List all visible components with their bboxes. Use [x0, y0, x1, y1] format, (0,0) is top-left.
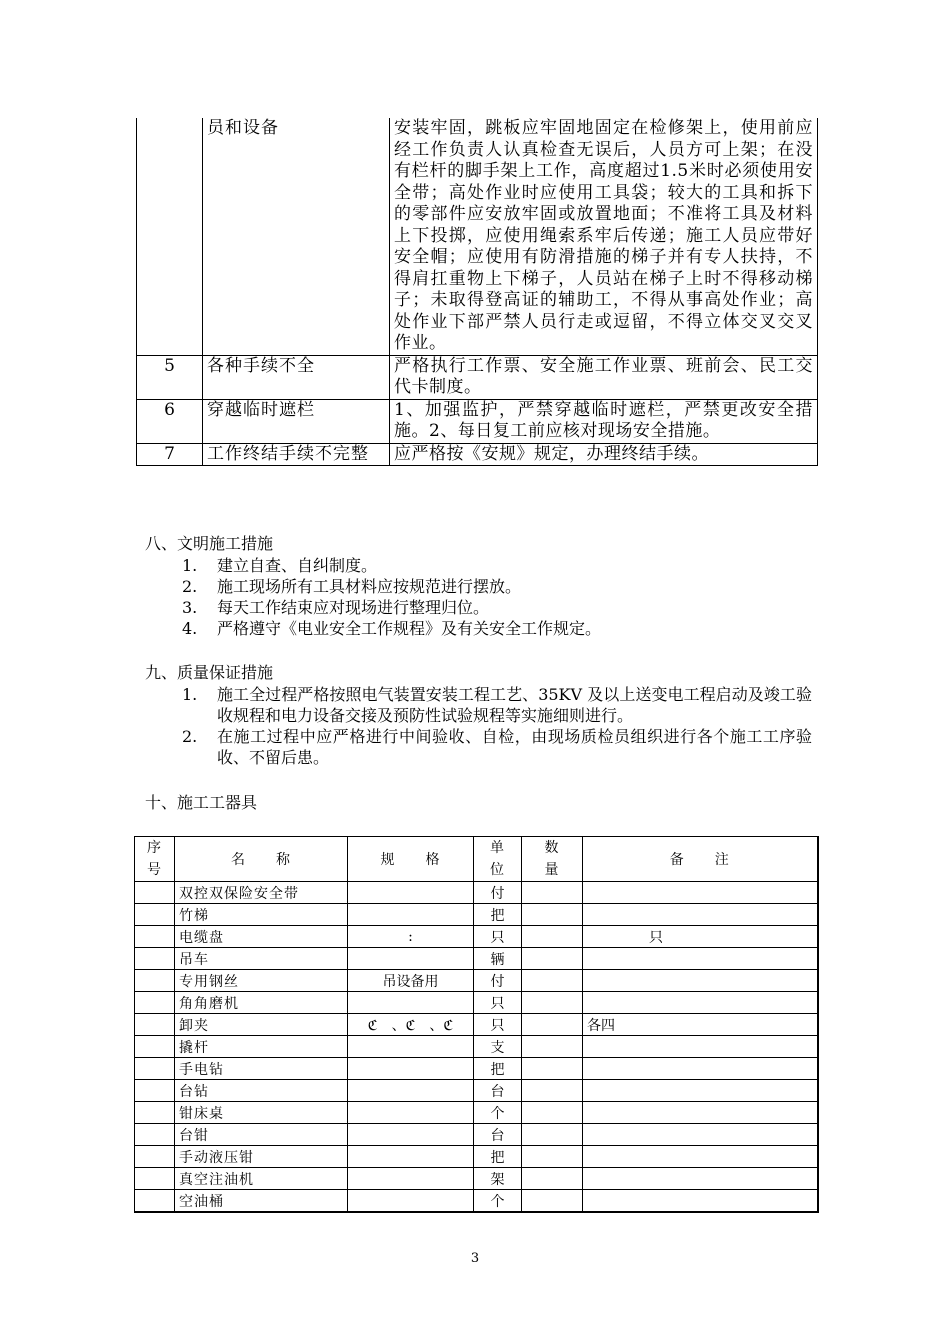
tool-remark: [583, 882, 818, 904]
tool-qty: [522, 904, 583, 926]
tool-name: 电缆盘: [175, 926, 348, 948]
tool-spec: ℭ 、ℭ 、ℭ: [348, 1014, 474, 1036]
tool-remark: [583, 948, 818, 970]
tool-name: 卸夹: [175, 1014, 348, 1036]
tool-remark: 只: [583, 926, 818, 948]
tool-no: [135, 1080, 175, 1102]
header-spec: 规 格: [348, 837, 474, 882]
list-item: [182, 618, 812, 639]
row-number: [137, 118, 203, 355]
list-item: [182, 555, 812, 576]
tool-no: [135, 1146, 175, 1168]
table-row: [135, 882, 818, 904]
tool-no: [135, 1168, 175, 1190]
safety-measures-table: [136, 118, 818, 466]
table-row: [135, 970, 818, 992]
tool-remark: [583, 1102, 818, 1124]
tool-unit: 架: [474, 1168, 522, 1190]
tool-spec: [348, 1168, 474, 1190]
safety-measure: 安装牢固，跳板应牢固地固定在检修架上，使用前应经工作负责人认真检查无误后，人员方可上架；在没有栏杆的脚手架上工作，高度超过1.5米时必须使用安全带；高处作业时应使用工具袋；较大的工具和拆下的零部件应安放牢固或放置地面；不准将工具及材料上下投掷，应使用绳索系牢后传递；施工人员应带好安全帽；应使用有防滑措施的梯子并有专人扶持，不得肩扛重物上下梯子，人员站在梯子上时不得移动梯子；未取得登高证的辅助工，不得从事高处作业；高处作业下部严禁人员行走或逗留，不得立体交叉交叉作业。: [390, 118, 818, 355]
tool-name: 台钻: [175, 1080, 348, 1102]
tool-remark: [583, 1168, 818, 1190]
tool-remark: [583, 970, 818, 992]
table-row: [135, 1102, 818, 1124]
tool-remark: [583, 1080, 818, 1102]
section-9-list: [182, 684, 812, 768]
section-9-title: 九、质量保证措施: [145, 663, 274, 682]
table-row: [137, 355, 818, 399]
tool-qty: [522, 882, 583, 904]
tool-name: 台钳: [175, 1124, 348, 1146]
table-row: [135, 1058, 818, 1080]
header-no: 序 号: [135, 837, 175, 882]
tool-qty: [522, 1036, 583, 1058]
hazard-item: 工作终结手续不完整: [203, 443, 390, 466]
tool-no: [135, 1014, 175, 1036]
tool-no: [135, 948, 175, 970]
tool-no: [135, 1036, 175, 1058]
row-number: 7: [137, 443, 203, 466]
tool-remark: [583, 1124, 818, 1146]
list-item-number: 3.: [182, 598, 198, 617]
tool-remark: [583, 992, 818, 1014]
tool-spec: [348, 1058, 474, 1080]
tool-name: 专用钢丝: [175, 970, 348, 992]
table-row: [137, 399, 818, 443]
safety-measure: 1、加强监护，严禁穿越临时遮栏，严禁更改安全措施。2、每日复工前应核对现场安全措施。: [390, 399, 818, 443]
tool-qty: [522, 948, 583, 970]
tool-remark: [583, 1146, 818, 1168]
tool-spec: [348, 1190, 474, 1213]
tool-no: [135, 1058, 175, 1080]
hazard-item: 员和设备: [203, 118, 390, 355]
tool-name: 手动液压钳: [175, 1146, 348, 1168]
tool-remark: [583, 904, 818, 926]
tool-qty: [522, 1014, 583, 1036]
header-name: 名 称: [175, 837, 348, 882]
table-row: [135, 1124, 818, 1146]
tool-remark: 各四: [583, 1014, 818, 1036]
tool-name: 双控双保险安全带: [175, 882, 348, 904]
tool-qty: [522, 1190, 583, 1213]
tool-qty: [522, 1102, 583, 1124]
tool-name: 撬杆: [175, 1036, 348, 1058]
list-item-number: 4.: [182, 619, 198, 638]
tool-unit: 把: [474, 1058, 522, 1080]
tool-spec: [348, 904, 474, 926]
tool-no: [135, 970, 175, 992]
tool-no: [135, 992, 175, 1014]
tool-unit: 付: [474, 882, 522, 904]
list-item-text: 建立自查、自纠制度。: [217, 556, 378, 575]
tool-qty: [522, 926, 583, 948]
tool-spec: [348, 1146, 474, 1168]
list-item-text: 在施工过程中应严格进行中间验收、自检，由现场质检员组织进行各个施工工序验收、不留后患。: [217, 727, 812, 767]
tool-unit: 辆: [474, 948, 522, 970]
tool-remark: [583, 1036, 818, 1058]
tool-name: 角角磨机: [175, 992, 348, 1014]
tool-no: [135, 1124, 175, 1146]
tool-spec: [348, 992, 474, 1014]
list-item-text: 施工现场所有工具材料应按规范进行摆放。: [217, 577, 522, 596]
tool-no: [135, 882, 175, 904]
list-item-number: 1.: [182, 556, 198, 575]
tool-remark: [583, 1190, 818, 1213]
table-row: [135, 1036, 818, 1058]
table-row: [135, 1146, 818, 1168]
tool-unit: 台: [474, 1124, 522, 1146]
list-item: [182, 726, 812, 768]
table-row: [137, 118, 818, 355]
table-row: [135, 992, 818, 1014]
tool-no: [135, 1190, 175, 1213]
tool-spec: [348, 1036, 474, 1058]
tool-no: [135, 1102, 175, 1124]
list-item: [182, 576, 812, 597]
safety-measure: 严格执行工作票、安全施工作业票、班前会、民工交代卡制度。: [390, 355, 818, 399]
table-row: [135, 1168, 818, 1190]
tool-qty: [522, 1146, 583, 1168]
safety-measure: 应严格按《安规》规定，办理终结手续。: [390, 443, 818, 466]
tool-spec: [348, 948, 474, 970]
list-item-number: 2.: [182, 727, 198, 746]
tool-spec: 吊设备用: [348, 970, 474, 992]
list-item-number: 1.: [182, 685, 198, 704]
tool-name: 钳床桌: [175, 1102, 348, 1124]
tool-spec: [348, 1080, 474, 1102]
tool-qty: [522, 1168, 583, 1190]
tool-name: 吊车: [175, 948, 348, 970]
list-item-number: 2.: [182, 577, 198, 596]
tool-unit: 个: [474, 1190, 522, 1213]
tool-unit: 只: [474, 926, 522, 948]
tool-no: [135, 904, 175, 926]
table-row: [137, 443, 818, 466]
list-item: [182, 684, 812, 726]
tool-spec: [348, 882, 474, 904]
list-item-text: 施工全过程严格按照电气装置安装工程工艺、35KV 及以上送变电工程启动及竣工验收规程和电力设备交接及预防性试验规程等实施细则进行。: [217, 685, 812, 725]
tool-spec: [348, 1102, 474, 1124]
tool-name: 真空注油机: [175, 1168, 348, 1190]
tool-unit: 把: [474, 904, 522, 926]
tool-qty: [522, 970, 583, 992]
tool-unit: 只: [474, 1014, 522, 1036]
section-10-title: 十、施工工器具: [145, 793, 258, 812]
list-item: [182, 597, 812, 618]
hazard-item: 各种手续不全: [203, 355, 390, 399]
tool-qty: [522, 992, 583, 1014]
tools-table: [134, 836, 819, 1213]
list-item-text: 每天工作结束应对现场进行整理归位。: [217, 598, 490, 617]
tool-unit: 台: [474, 1080, 522, 1102]
tool-name: 手电钻: [175, 1058, 348, 1080]
table-row: [135, 1190, 818, 1213]
tool-unit: 支: [474, 1036, 522, 1058]
tool-unit: 付: [474, 970, 522, 992]
tool-qty: [522, 1124, 583, 1146]
tool-unit: 把: [474, 1146, 522, 1168]
tool-remark: [583, 1058, 818, 1080]
table-row: [135, 926, 818, 948]
header-unit: 单 位: [474, 837, 522, 882]
tool-unit: 个: [474, 1102, 522, 1124]
tool-qty: [522, 1058, 583, 1080]
tool-qty: [522, 1080, 583, 1102]
list-item-text: 严格遵守《电业安全工作规程》及有关安全工作规定。: [217, 619, 602, 638]
table-row: [135, 904, 818, 926]
section-8-title: 八、文明施工措施: [145, 534, 274, 553]
tool-unit: 只: [474, 992, 522, 1014]
tool-name: 空油桶: [175, 1190, 348, 1213]
page-number: 3: [470, 1251, 480, 1266]
row-number: 6: [137, 399, 203, 443]
table-row: [135, 1080, 818, 1102]
header-qty: 数 量: [522, 837, 583, 882]
tool-no: [135, 926, 175, 948]
section-8-list: [182, 555, 812, 639]
hazard-item: 穿越临时遮栏: [203, 399, 390, 443]
tool-spec: [348, 1124, 474, 1146]
tools-table-header: [135, 837, 818, 882]
row-number: 5: [137, 355, 203, 399]
header-remark: 备 注: [583, 837, 818, 882]
table-row: [135, 948, 818, 970]
tool-spec: :: [348, 926, 474, 948]
table-row: [135, 1014, 818, 1036]
tool-name: 竹梯: [175, 904, 348, 926]
